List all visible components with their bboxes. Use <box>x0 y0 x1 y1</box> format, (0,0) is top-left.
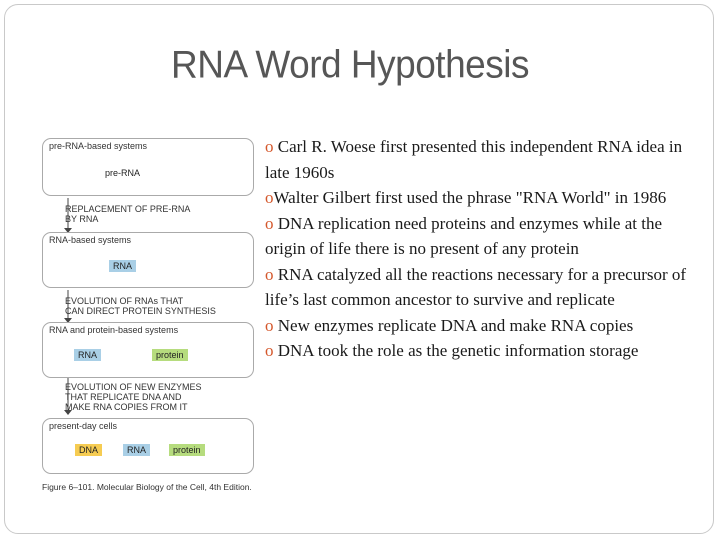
bullet-marker: o <box>265 264 274 284</box>
bullet-marker: o <box>265 213 274 233</box>
tag-pre-rna: pre-RNA <box>105 168 141 178</box>
bullet-marker: o <box>265 137 274 156</box>
tag-dna: DNA <box>75 444 102 456</box>
bullet-text: Carl R. Woese first presented this independent RNA idea in late 1960s <box>265 137 683 182</box>
bullet-marker: o <box>265 315 274 335</box>
box-title: pre-RNA-based systems <box>49 141 148 151</box>
transition-label: EVOLUTION OF RNAs THAT CAN DIRECT PROTEIN SYNTHESIS <box>65 296 216 316</box>
bullet-item <box>265 262 690 313</box>
bullet-marker: o <box>265 188 274 207</box>
box-rna-systems <box>42 232 254 288</box>
bullet-text: New enzymes replicate DNA and make RNA copies <box>277 315 634 335</box>
box-title: present-day cells <box>49 421 118 431</box>
rna-world-figure <box>38 132 268 502</box>
bullet-item <box>265 211 690 262</box>
bullet-list <box>265 134 690 364</box>
bullet-text: RNA catalyzed all the reactions necessary for a precursor of life’s last common ancestor to survive and replicate <box>265 264 687 309</box>
bullet-item <box>265 313 690 339</box>
box-rna-protein-systems <box>42 322 254 378</box>
tag-rna: RNA <box>74 349 101 361</box>
tag-rna: RNA <box>123 444 150 456</box>
bullet-text: DNA replication need proteins and enzymes while at the origin of life there is no present of any protein <box>265 213 663 258</box>
tag-protein: protein <box>169 444 205 456</box>
box-present-day-cells <box>42 418 254 474</box>
bullet-text: DNA took the role as the genetic information storage <box>277 341 639 360</box>
box-title: RNA and protein-based systems <box>49 325 179 335</box>
figure-caption: Figure 6–101. Molecular Biology of the Cell, 4th Edition. <box>42 482 252 492</box>
box-title: RNA-based systems <box>49 235 132 245</box>
tag-rna: RNA <box>109 260 136 272</box>
bullet-item <box>265 134 690 185</box>
bullet-item <box>265 185 690 211</box>
tag-protein: protein <box>152 349 188 361</box>
slide-title: RNA Word Hypothesis <box>171 42 529 86</box>
bullet-text: Walter Gilbert first used the phrase "RNA World" in 1986 <box>273 188 667 207</box>
transition-label: EVOLUTION OF NEW ENZYMES THAT REPLICATE DNA AND MAKE RNA COPIES FROM IT <box>65 382 202 412</box>
bullet-item <box>265 338 690 364</box>
box-pre-rna-systems <box>42 138 254 196</box>
bullet-marker: o <box>265 341 274 360</box>
transition-label: REPLACEMENT OF PRE-RNA BY RNA <box>65 204 191 224</box>
